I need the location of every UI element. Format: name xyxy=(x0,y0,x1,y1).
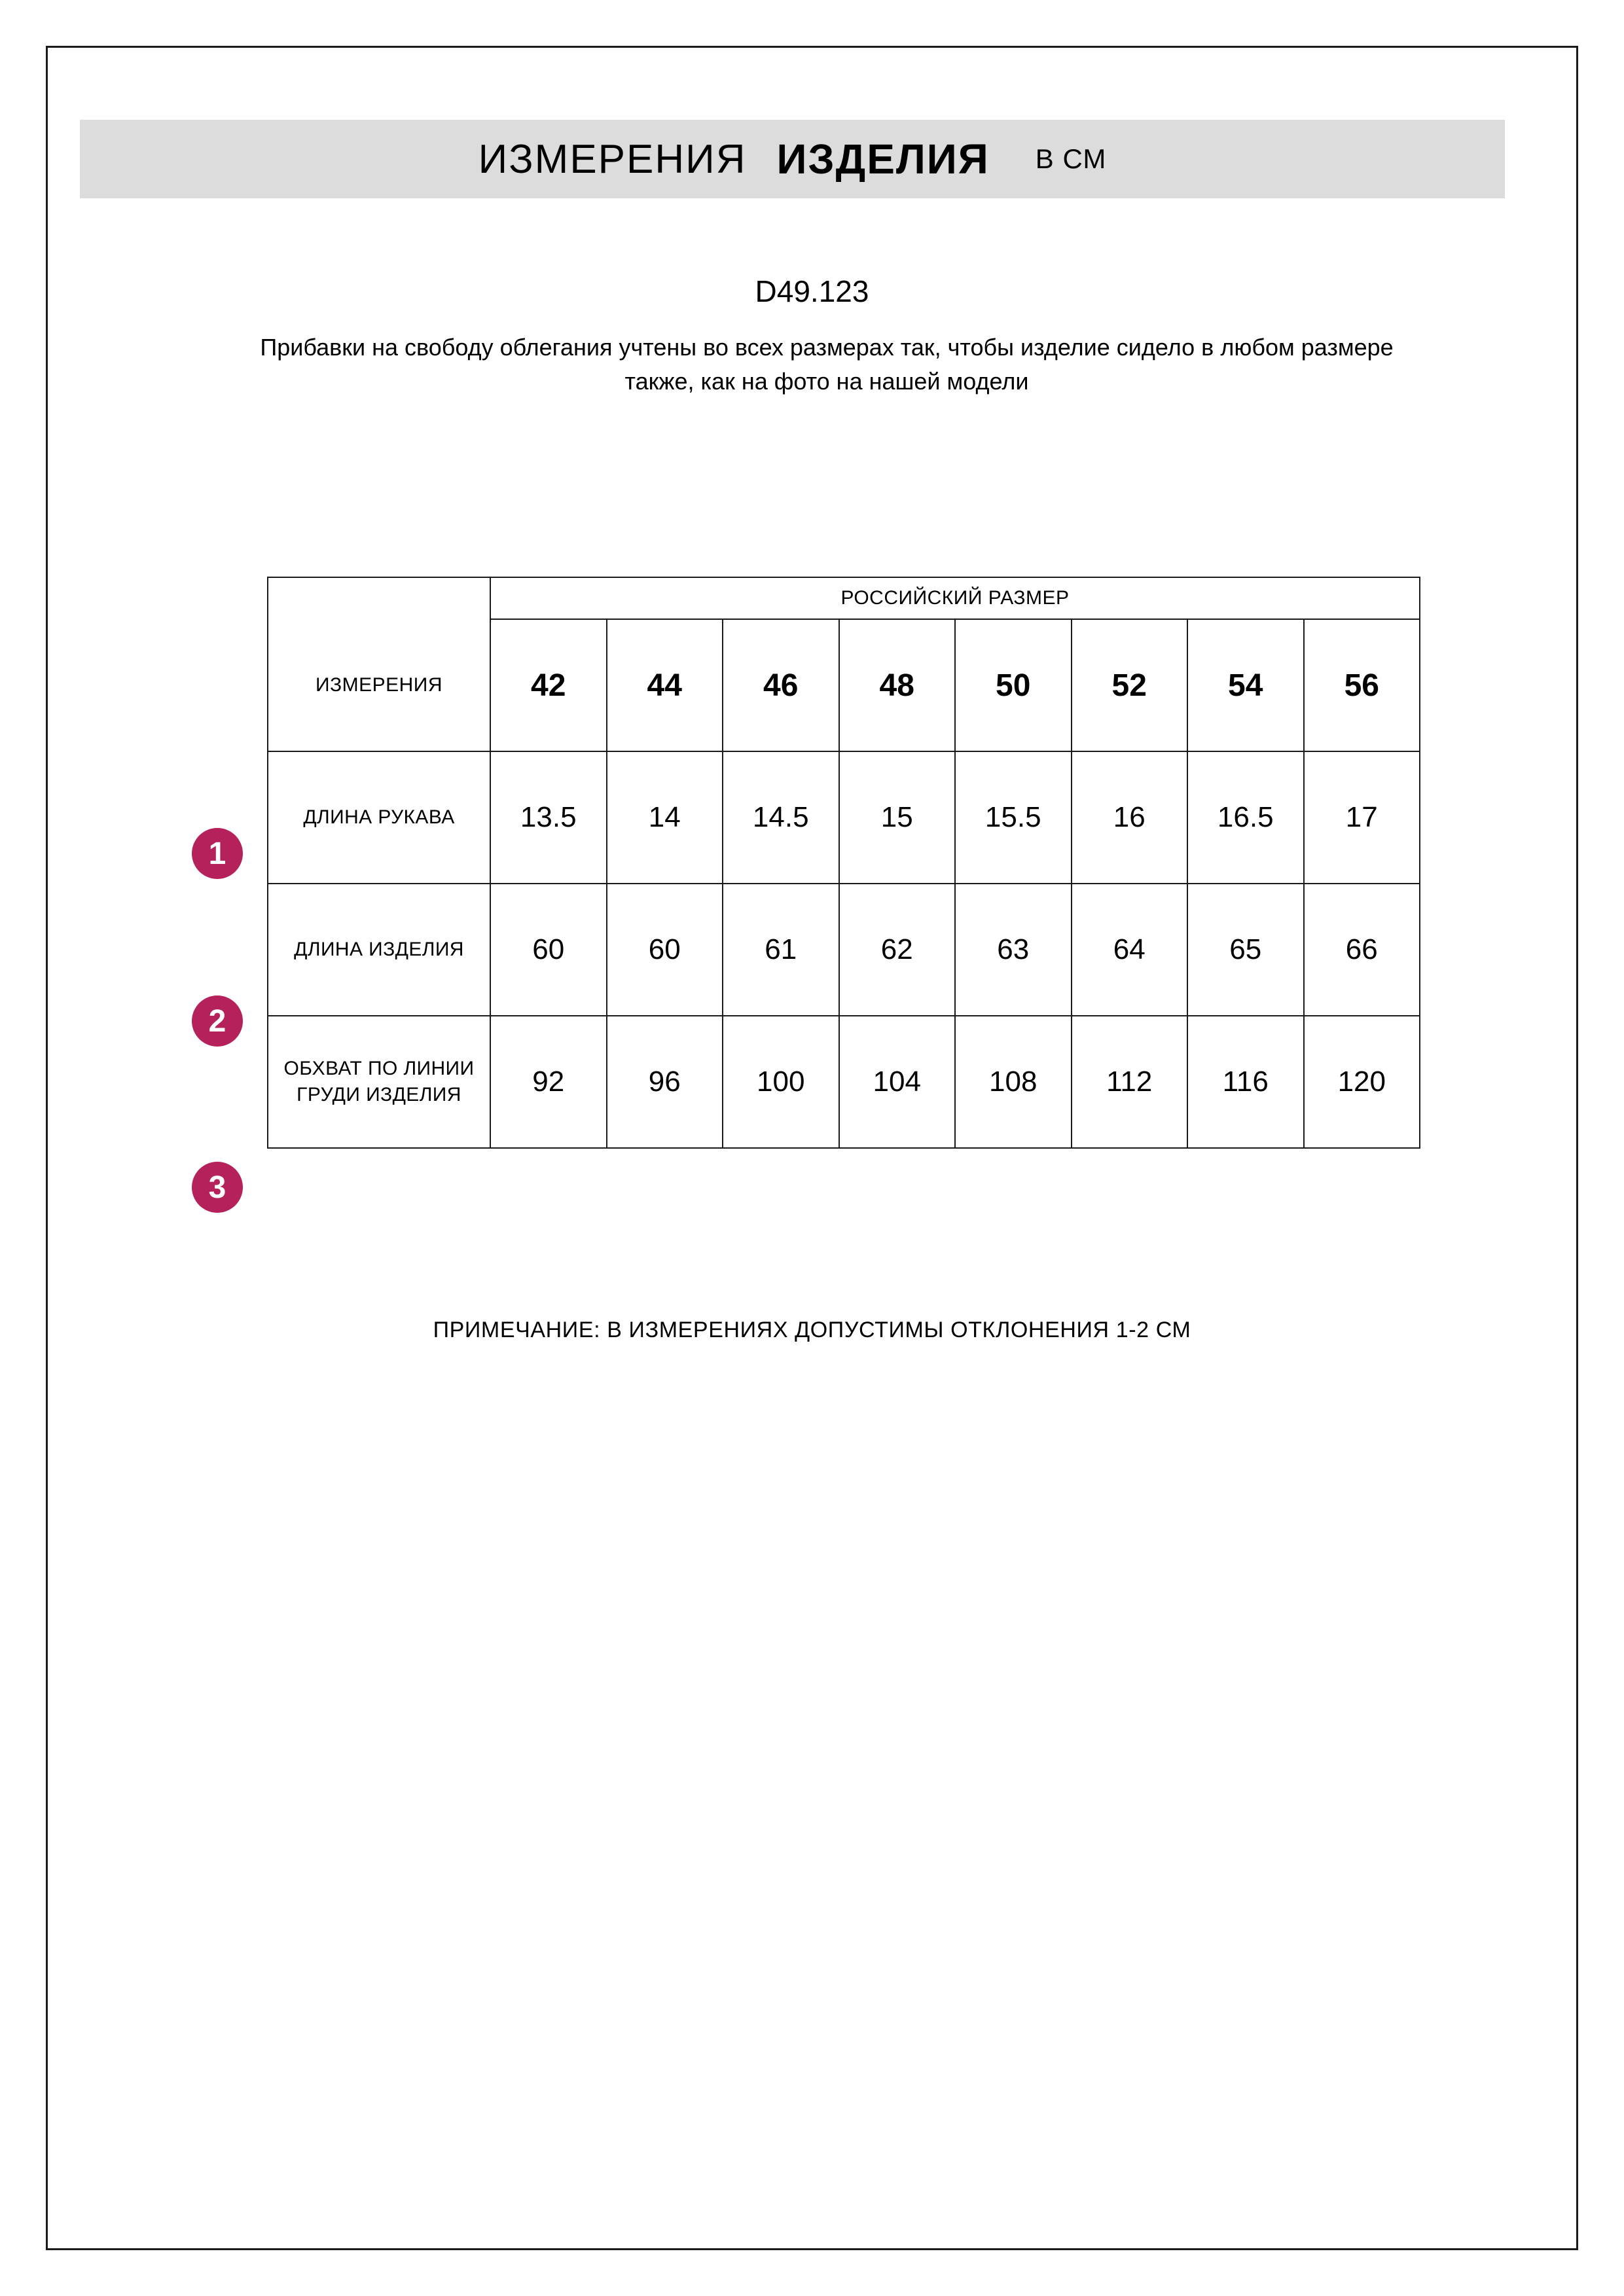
row-badge-1: 1 xyxy=(192,828,243,879)
page-content xyxy=(48,48,1576,2248)
description-text: Прибавки на свободу облегания учтены во всех размерах так, чтобы изделие сидело в любом размере также, как на фото на нашей модели xyxy=(260,334,1394,395)
cell-sleeve-52: 16 xyxy=(1072,751,1188,884)
row-label-sleeve-length: ДЛИНА РУКАВА xyxy=(268,751,490,884)
cell-length-42: 60 xyxy=(490,884,607,1016)
cell-chest-44: 96 xyxy=(607,1016,723,1148)
cell-sleeve-50: 15.5 xyxy=(955,751,1072,884)
row-badge-3: 3 xyxy=(192,1162,243,1213)
table-row xyxy=(268,751,1420,884)
header-units: В СМ xyxy=(1035,143,1107,174)
row-label-chest-girth: ОБХВАТ ПО ЛИНИИ ГРУДИ ИЗДЕЛИЯ xyxy=(268,1016,490,1148)
note-text: ПРИМЕЧАНИЕ: В ИЗМЕРЕНИЯХ ДОПУСТИМЫ ОТКЛОНЕНИЯ 1-2 СМ xyxy=(433,1318,1191,1342)
cell-sleeve-48: 15 xyxy=(839,751,956,884)
cell-chest-56: 120 xyxy=(1304,1016,1420,1148)
page-frame xyxy=(46,46,1578,2250)
measure-header: ИЗМЕРЕНИЯ xyxy=(268,619,490,751)
row-label-product-length: ДЛИНА ИЗДЕЛИЯ xyxy=(268,884,490,1016)
cell-length-52: 64 xyxy=(1072,884,1188,1016)
cell-length-56: 66 xyxy=(1304,884,1420,1016)
cell-chest-52: 112 xyxy=(1072,1016,1188,1148)
size-header-48: 48 xyxy=(839,619,956,751)
table-header-group-row xyxy=(268,577,1420,619)
cell-chest-50: 108 xyxy=(955,1016,1072,1148)
cell-length-46: 61 xyxy=(723,884,839,1016)
size-header-44: 44 xyxy=(607,619,723,751)
size-table-wrapper xyxy=(267,577,1419,1149)
header-title-bold: ИЗДЕЛИЯ xyxy=(776,135,990,183)
cell-chest-46: 100 xyxy=(723,1016,839,1148)
table-row xyxy=(268,1016,1420,1148)
cell-chest-54: 116 xyxy=(1187,1016,1304,1148)
cell-length-54: 65 xyxy=(1187,884,1304,1016)
size-group-header: РОССИЙСКИЙ РАЗМЕР xyxy=(490,577,1420,619)
table-corner-cell xyxy=(268,577,490,619)
cell-chest-42: 92 xyxy=(490,1016,607,1148)
cell-length-50: 63 xyxy=(955,884,1072,1016)
cell-length-44: 60 xyxy=(607,884,723,1016)
cell-sleeve-44: 14 xyxy=(607,751,723,884)
size-table xyxy=(267,577,1420,1149)
article-code: D49.123 xyxy=(755,274,869,308)
row-badge-2: 2 xyxy=(192,996,243,1047)
size-header-52: 52 xyxy=(1072,619,1188,751)
header-band xyxy=(80,120,1505,198)
cell-chest-48: 104 xyxy=(839,1016,956,1148)
size-header-42: 42 xyxy=(490,619,607,751)
size-header-46: 46 xyxy=(723,619,839,751)
cell-sleeve-42: 13.5 xyxy=(490,751,607,884)
cell-length-48: 62 xyxy=(839,884,956,1016)
size-header-54: 54 xyxy=(1187,619,1304,751)
size-header-56: 56 xyxy=(1304,619,1420,751)
header-title-normal: ИЗМЕРЕНИЯ xyxy=(478,136,747,182)
cell-sleeve-56: 17 xyxy=(1304,751,1420,884)
table-header-row xyxy=(268,619,1420,751)
table-row xyxy=(268,884,1420,1016)
cell-sleeve-46: 14.5 xyxy=(723,751,839,884)
size-header-50: 50 xyxy=(955,619,1072,751)
cell-sleeve-54: 16.5 xyxy=(1187,751,1304,884)
